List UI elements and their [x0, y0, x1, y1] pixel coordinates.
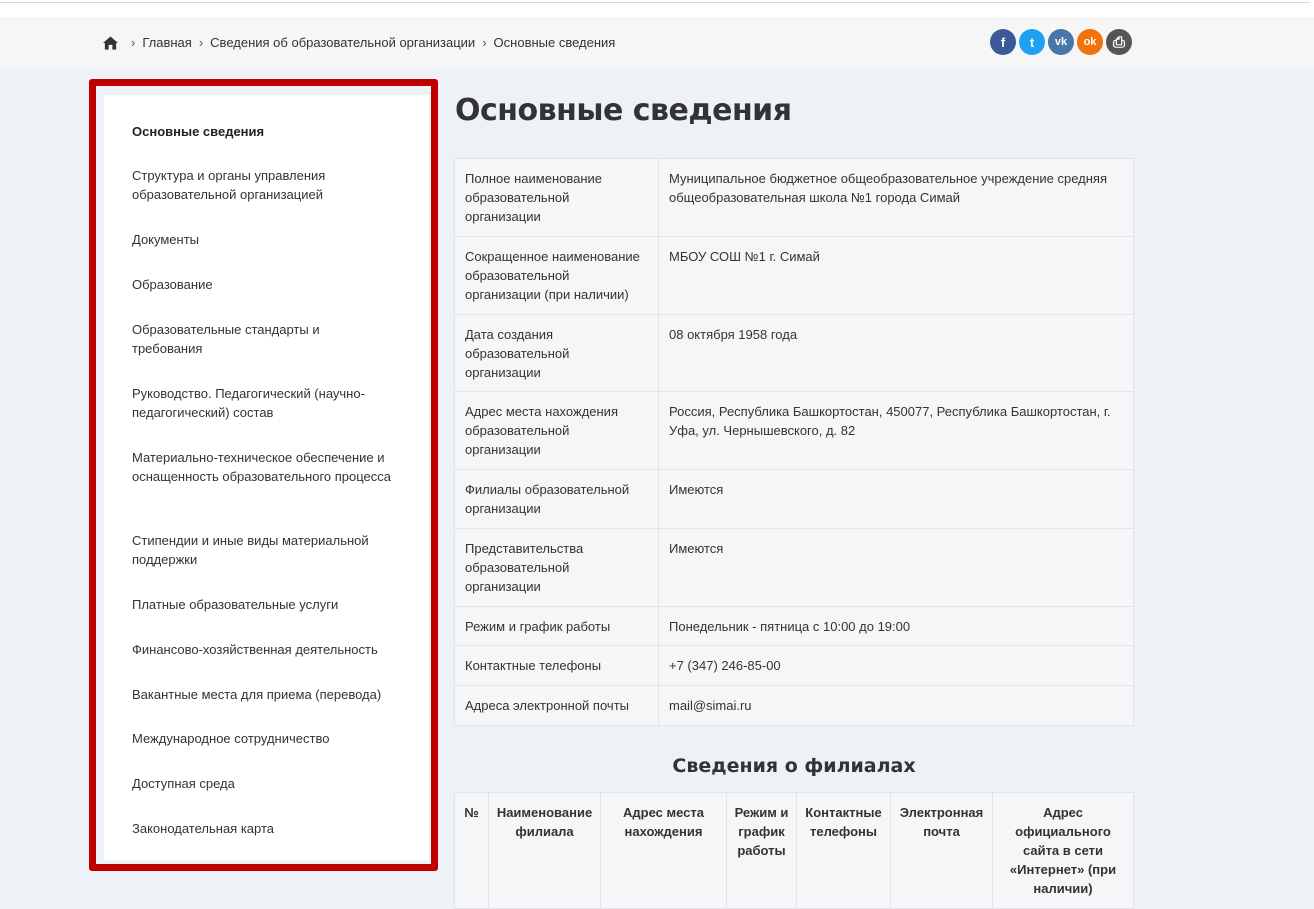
top-strip: [0, 0, 1314, 17]
row-value: Имеются: [659, 470, 1134, 529]
column-header: №: [455, 793, 489, 909]
row-key: Адрес места нахождения образовательной организации: [455, 392, 659, 470]
row-key: Представительства образовательной организации: [455, 529, 659, 607]
row-value: Понедельник - пятница с 10:00 до 19:00: [659, 607, 1134, 646]
sidebar-item-vacancies[interactable]: Вакантные места для приема (перевода): [132, 687, 382, 702]
row-value[interactable]: [659, 686, 1134, 726]
column-header: Адрес места нахождения: [601, 793, 727, 909]
breadcrumb-section-link[interactable]: Сведения об образовательной организации: [210, 35, 476, 50]
row-value: Россия, Республика Башкортостан, 450077, Республика Башкортостан, г. Уфа, ул. Чернышевского, д. 82: [659, 392, 1134, 470]
table-row: [455, 686, 1134, 726]
column-header: Адрес официального сайта в сети «Интернет» (при наличии): [993, 793, 1134, 909]
row-value: Имеются: [659, 529, 1134, 607]
basic-info-table: [454, 158, 1134, 726]
sidebar-item-legislation[interactable]: Законодательная карта: [132, 821, 275, 836]
print-icon[interactable]: ⎙: [1106, 29, 1132, 55]
row-key: Дата создания образовательной организации: [455, 315, 659, 392]
table-row: [455, 159, 1134, 237]
table-row: [455, 392, 1134, 470]
odnoklassniki-icon[interactable]: ok: [1077, 29, 1103, 55]
table-header-row: [455, 793, 1134, 909]
table-row: [455, 470, 1134, 529]
chevron-right-icon: ›: [198, 35, 204, 50]
page-title: Основные сведения: [455, 93, 792, 128]
chevron-right-icon: ›: [131, 35, 136, 50]
sidebar-item-documents[interactable]: Документы: [132, 232, 200, 247]
row-value: Муниципальное бюджетное общеобразовательное учреждение средняя общеобразовательная школа №1 города Симай: [659, 159, 1134, 237]
sidebar-item-paid-services[interactable]: Платные образовательные услуги: [132, 597, 339, 612]
sidebar-item-staff[interactable]: Руководство. Педагогический (научно-педагогический) состав: [132, 386, 365, 420]
sidebar-menu: [104, 95, 429, 860]
breadcrumb-current: Основные сведения: [493, 35, 616, 50]
branches-table: [454, 792, 1134, 909]
breadcrumb-home-link[interactable]: Главная: [142, 35, 192, 50]
sidebar-item-international[interactable]: Международное сотрудничество: [132, 731, 330, 746]
row-key: Режим и график работы: [455, 607, 659, 646]
home-icon[interactable]: [103, 36, 118, 50]
breadcrumb: [103, 17, 615, 68]
table-row: [455, 315, 1134, 392]
sidebar-item-finance[interactable]: Финансово-хозяйственная деятельность: [132, 642, 378, 657]
email-link[interactable]: mail@simai.ru: [669, 698, 752, 713]
table-row: [455, 237, 1134, 315]
branches-heading: Сведения о филиалах: [672, 755, 916, 777]
row-value: МБОУ СОШ №1 г. Симай: [659, 237, 1134, 315]
table-row: [455, 607, 1134, 646]
row-key: Сокращенное наименование образовательной организации (при наличии): [455, 237, 659, 315]
sidebar-item-education[interactable]: Образование: [132, 277, 213, 292]
table-row: [455, 529, 1134, 607]
column-header: Контактные телефоны: [797, 793, 891, 909]
chevron-right-icon: ›: [482, 35, 487, 50]
sidebar-item-facilities[interactable]: Материально-техническое обеспечение и оснащенность образовательного процесса: [132, 450, 392, 484]
row-key: Филиалы образовательной организации: [455, 470, 659, 529]
row-key: Контактные телефоны: [455, 646, 659, 686]
vk-icon[interactable]: vk: [1048, 29, 1074, 55]
row-key: Адреса электронной почты: [455, 686, 659, 726]
column-header: Режим и график работы: [727, 793, 797, 909]
facebook-icon[interactable]: f: [990, 29, 1016, 55]
table-row: [455, 646, 1134, 686]
column-header: Электронная почта: [891, 793, 993, 909]
sidebar-item-scholarships[interactable]: Стипендии и иные виды материальной поддержки: [132, 533, 369, 567]
social-share-bar: [990, 29, 1132, 55]
sidebar-item-standards[interactable]: Образовательные стандарты и требования: [132, 322, 320, 356]
sidebar-item-basic-info[interactable]: Основные сведения: [132, 124, 265, 139]
sidebar-item-accessible-env[interactable]: Доступная среда: [132, 776, 235, 791]
row-value: 08 октября 1958 года: [659, 315, 1134, 392]
sidebar-item-structure[interactable]: Структура и органы управления образовательной организацией: [132, 168, 326, 202]
row-key: Полное наименование образовательной организации: [455, 159, 659, 237]
twitter-icon[interactable]: t: [1019, 29, 1045, 55]
row-value: +7 (347) 246-85-00: [659, 646, 1134, 686]
column-header: Наименование филиала: [489, 793, 601, 909]
